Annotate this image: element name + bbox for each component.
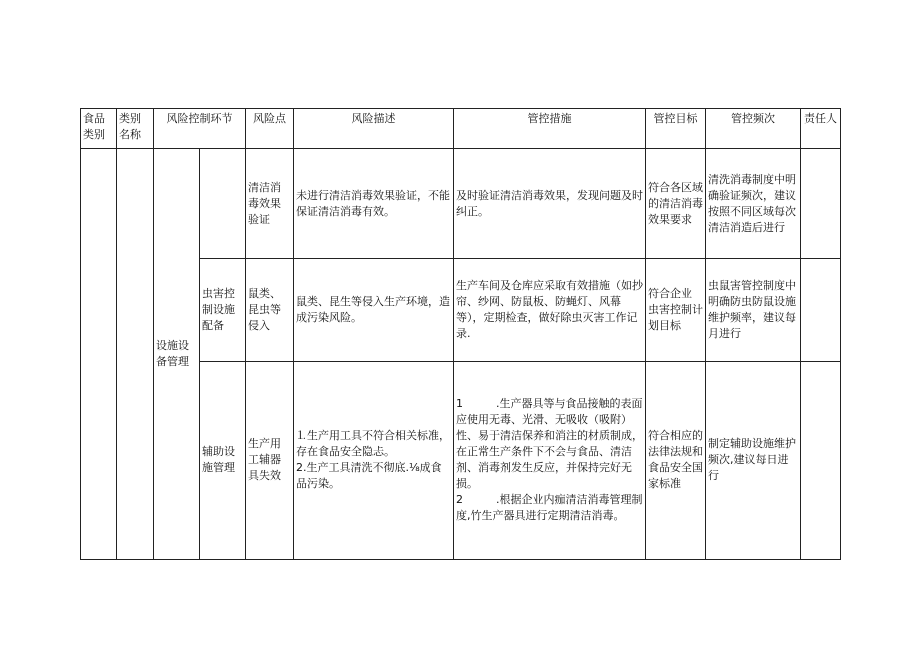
header-category-name: 类别名称 (117, 109, 154, 149)
responsible-person-cell (801, 259, 841, 361)
control-target-cell: 符合各区域的清洁消毒效果要求 (646, 149, 706, 259)
table-row (81, 149, 841, 259)
risk-point-cell: 清洁消毒效果验证 (246, 149, 294, 259)
category-name-cell (117, 149, 154, 560)
control-measure-item (456, 396, 643, 492)
responsible-person-cell (801, 149, 841, 259)
control-measure-text: .生产器具等与食品接触的表面应使用无毒、光滑、无吸收（吸附）性、易于清洁保养和消注的材质制成，在正常生产条件下不会与食品、清洁剂、消毒剂发生反应，并保持完好无损。 (456, 397, 643, 491)
risk-description-item: 2.生产工具清洗不彻底.⅛成食品污染。 (296, 461, 442, 491)
control-measure-item (456, 492, 643, 524)
risk-point-cell: 鼠类、昆虫等侵入 (246, 259, 294, 361)
risk-description-cell: 未进行清洁消毒效果验证，不能保证清洁消毒有效。 (294, 149, 454, 259)
control-target-cell: 符合企业 虫害控制计划目标 (646, 259, 706, 361)
sub-link-cell (200, 149, 246, 259)
control-measures-cell (454, 361, 646, 559)
control-target-cell: 符合相应的法律法规和食品安全国家标准 (646, 361, 706, 559)
control-frequency-cell: 清洗消毒制度中明确验证频次，建议按照不同区域每次清洁消造后进行 (706, 149, 801, 259)
header-control-measures: 管控措施 (454, 109, 646, 149)
risk-description-cell: 鼠类、昆生等侵入生产环境，造成污染风险。 (294, 259, 454, 361)
control-measures-cell: 生产车间及仓库应采取有效措施（如抄帘、纱网、防鼠板、防蝇灯、风幕等），定期检查，做好除虫灭害工作记录. (454, 259, 646, 361)
header-risk-point: 风险点 (246, 109, 294, 149)
control-measures-cell: 及时验证清洁消毒效果，发现问题及时纠正。 (454, 149, 646, 259)
control-measure-text: .根据企业内痂清洁消毒管理制度,竹生产器具进行定期清洁消毒。 (456, 493, 643, 523)
section-cell: 设施设备管理 (154, 149, 200, 560)
header-control-frequency: 管控频次 (706, 109, 801, 149)
control-frequency-cell: 制定辅助设施维护频次,建议每日进行 (706, 361, 801, 559)
control-measure-number: 2 (456, 493, 463, 507)
sub-link-cell: 辅助设施管理 (200, 361, 246, 559)
header-responsible-person: 责任人 (801, 109, 841, 149)
responsible-person-cell (801, 361, 841, 559)
food-category-cell (81, 149, 117, 560)
risk-control-table (80, 108, 841, 560)
header-food-category: 食品类别 (81, 109, 117, 149)
header-risk-control-link: 风险控制环节 (154, 109, 246, 149)
control-measure-number: 1 (456, 397, 463, 411)
control-frequency-cell: 虫鼠害管控制度中明确防虫防鼠设施维护频率，建议每月进行 (706, 259, 801, 361)
risk-description-cell (294, 361, 454, 559)
header-risk-description: 风险描述 (294, 109, 454, 149)
header-control-target: 管控目标 (646, 109, 706, 149)
risk-point-cell: 生产用工辅器具失效 (246, 361, 294, 559)
risk-description-item: ⒈生产用工具不符合相关标准，存在食品安全隐忐。 (296, 429, 450, 459)
sub-link-cell: 虫害控制设施配备 (200, 259, 246, 361)
table-header-row (81, 109, 841, 149)
